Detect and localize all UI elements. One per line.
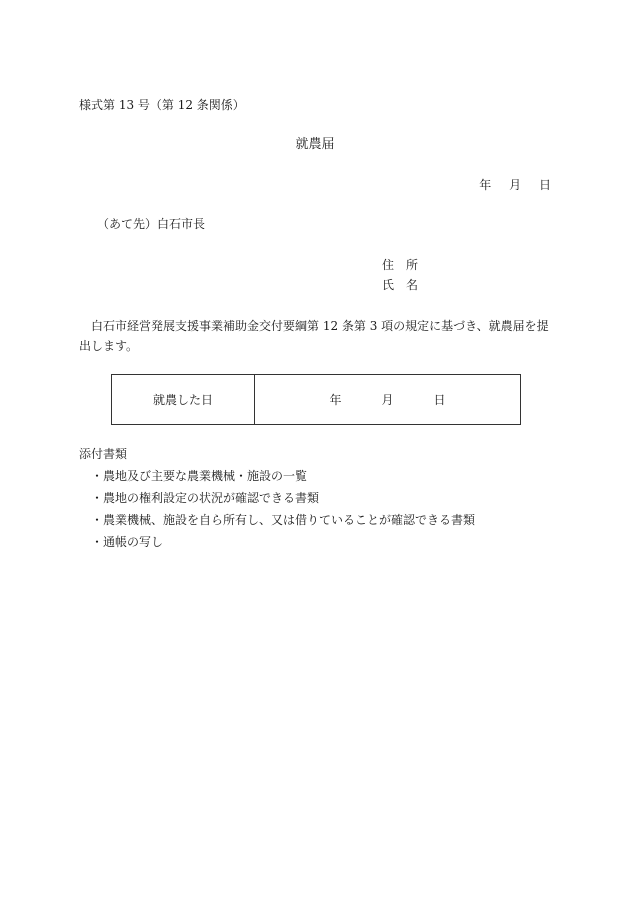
address-label-second: 所 (406, 258, 419, 272)
attachment-item: ・農地の権利設定の状況が確認できる書類 (91, 491, 320, 505)
attachment-item: ・農業機械、施設を自ら所有し、又は借りていることが確認できる書類 (91, 513, 476, 527)
date-day-label: 日 (538, 178, 551, 192)
document-title: 就農届 (295, 137, 335, 152)
date-year-label: 年 (479, 178, 492, 192)
table-year-label: 年 (329, 393, 342, 407)
farming-start-date-value (255, 375, 520, 424)
farming-start-date-table (111, 374, 521, 425)
applicant-address-field (382, 259, 418, 271)
attachments-heading: 添付書類 (79, 447, 128, 461)
table-day-label: 日 (433, 393, 446, 407)
attachment-item: ・農地及び主要な農業機械・施設の一覧 (91, 469, 308, 483)
table-month-label: 月 (381, 393, 394, 407)
farming-start-date-label: 就農した日 (112, 375, 255, 424)
date-month-label: 月 (509, 178, 522, 192)
attachment-item: ・通帳の写し (91, 535, 164, 549)
address-label-first: 住 (382, 258, 395, 272)
date-line (465, 179, 551, 191)
form-number: 様式第 13 号（第 12 条関係） (79, 98, 245, 112)
name-label-second: 名 (406, 278, 419, 292)
name-label-first: 氏 (382, 278, 395, 292)
addressee: （あて先）白石市長 (97, 217, 206, 231)
applicant-name-field (382, 279, 418, 291)
body-paragraph: 白石市経営発展支援事業補助金交付要綱第 12 条第 3 項の規定に基づき、就農届を提出します。 (79, 319, 549, 353)
